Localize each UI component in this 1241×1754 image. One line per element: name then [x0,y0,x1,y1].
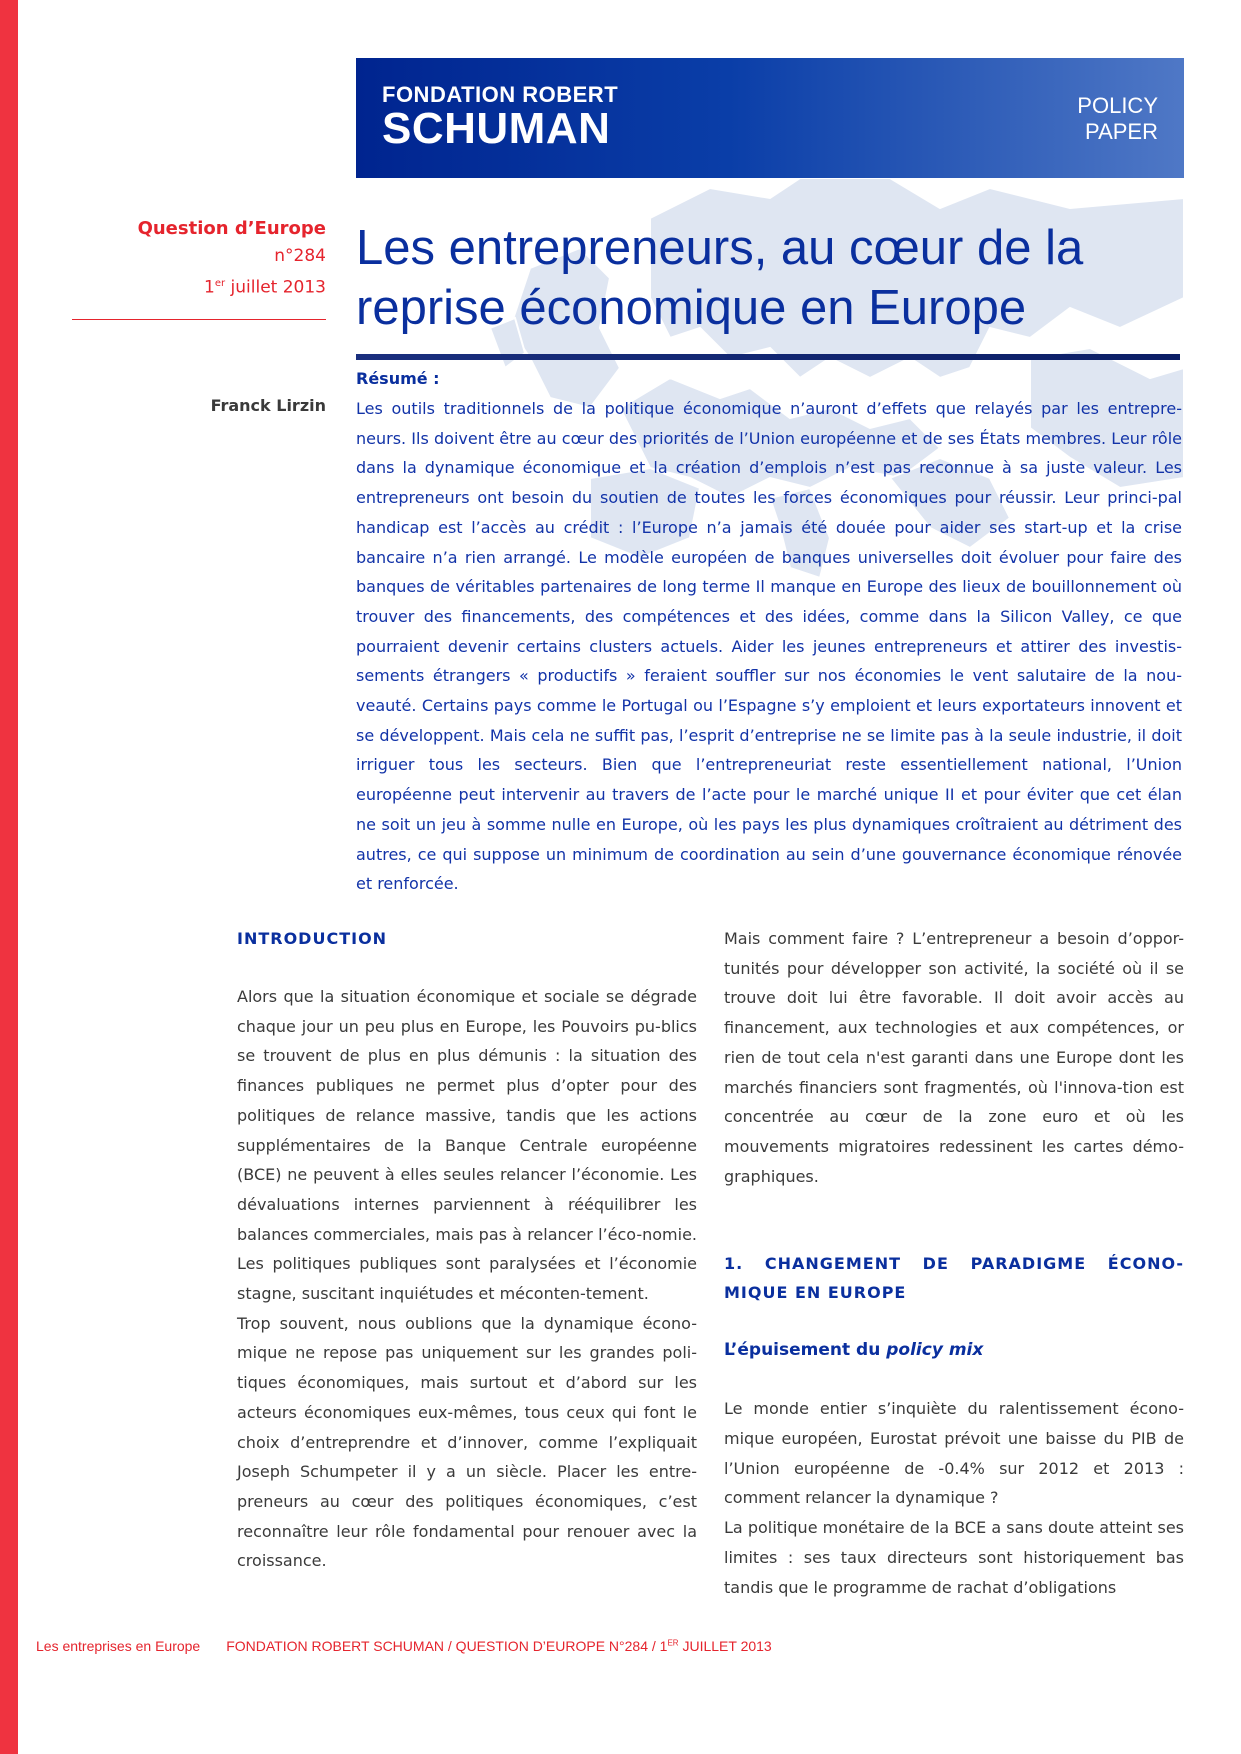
left-accent-bar [0,0,18,1754]
date-day: 1 [204,277,215,298]
left-column [237,924,697,1576]
policy-line-2: PAPER [1085,119,1158,144]
footer-topic: Les entreprises en Europe [36,1638,201,1654]
subsection-heading-italic: policy mix [886,1340,984,1361]
footer-citation-date: JUILLET 2013 [678,1638,772,1654]
page-footer [36,1638,772,1654]
author-name: Franck Lirzin [210,396,326,415]
abstract-label: Résumé : [356,369,440,388]
right-paragraph-2: Le monde entier s’inquiète du ralentissement écono-mique européen, Eurostat prévoit une baisse du PIB de l’Union européenne de -0.4% sur 2012 et 2013 : comment relancer la dynamique ? [724,1399,1184,1508]
date-month-year: juillet 2013 [225,277,326,298]
issue-date [72,270,326,302]
title-underline [356,354,1180,360]
issue-number: n°284 [274,246,326,266]
policy-line-1: POLICY [1077,93,1158,118]
footer-citation-ordinal: ER [667,1638,679,1648]
brand-line-1: FONDATION ROBERT [382,82,619,107]
subsection-heading-text: L’épuisement du [724,1340,887,1361]
brand-logo [382,84,618,151]
right-paragraph-3: La politique monétaire de la BCE a sans doute atteint ses limites : ses taux directeurs sont historiquement bas tandis que le programme de rachat d’obligations [724,1518,1184,1597]
policy-paper-label [1077,93,1158,145]
intro-paragraph-2: Trop souvent, nous oublions que la dynamique écono-mique ne repose pas uniquement sur les grandes poli-tiques économiques, mais surtout et d’abord sur les acteurs économiques eux-mêmes, tous ceux qui font le choix d’entreprendre et d’innover, comme l’expliquait Joseph Schumpeter il y a un siècle. Placer les entre-preneurs au cœur des politiques économiques, c’est reconnaître leur rôle fondamental pour renouer avec la croissance. [237,1313,697,1571]
sidebar-divider [72,319,326,320]
abstract-text: Les outils traditionnels de la politique économique n’auront d’effets que relayés par les entrepre-neurs. Ils doivent être au cœur des priorités de l’Union européenne et de ses États membres. Leur rôle dans la dynamique économique et la création d’emplois n’est pas reconnue à sa juste valeur. Les entrepreneurs ont besoin du soutien de toutes les forces économiques pour réussir. Leur princi-pal handicap est l’accès au crédit : l’Europe n’a jamais été douée pour aider ses start-up et la crise bancaire n’a rien arrangé. Le modèle européen de banques universelles doit évoluer pour faire des banques de véritables partenaires de long terme Il manque en Europe des lieux de bouillonnement où trouver des financements, des compétences et des idées, comme dans la Silicon Valley, ce que pourraient devenir certains clusters actuels. Aider les jeunes entrepreneurs et attirer des investis-sements étrangers « productifs » feraient souffler sur nos économies le vent salutaire de la nou-veauté. Certains pays comme le Portugal ou l’Espagne s’y emploient et leurs exportateurs innovent et se développent. Mais cela ne suffit pas, l’esprit d’entreprise ne se limite pas à la seule industrie, il doit irriguer tous les secteurs. Bien que l’entrepreneuriat reste essentiellement national, l’Union européenne peut intervenir au travers de l’acte pour le marché unique II et pour éviter que cet élan ne soit un jeu à somme nulle en Europe, où les pays les plus dynamiques croîtraient au détriment des autres, ce qui suppose un minimum de coordination au sein d’une gouvernance économique rénovée et renforcée. [356,399,1182,894]
issue-info [72,216,326,302]
series-name: Question d’Europe [137,218,326,239]
header-banner [356,58,1184,178]
intro-paragraph-1: Alors que la situation économique et sociale se dégrade chaque jour un peu plus en Europe, les Pouvoirs pu-blics se trouvent de plus en plus démunis : la situation des finances publiques ne permet plus d’opter pour des politiques de relance massive, tandis que les actions supplémentaires de la Banque Centrale européenne (BCE) ne peuvent à elles seules relancer l’économie. Les dévaluations internes parviennent à rééquilibrer les balances commerciales, mais pas à relancer l’éco-nomie. Les politiques publiques sont paralysées et l’économie stagne, suscitant inquiétudes et méconten-tement. [237,987,697,1304]
footer-citation-text: FONDATION ROBERT SCHUMAN / QUESTION D’EUROPE N°284 / 1 [226,1638,668,1654]
date-ordinal: er [214,278,226,289]
footer-citation [226,1638,772,1654]
right-paragraph-1: Mais comment faire ? L’entrepreneur a besoin d’oppor-tunités pour développer son activité, la société où il se trouve doit lui être favorable. Il doit avoir accès au financement, aux technologies et aux compétences, or rien de tout cela n'est garanti dans une Europe dont les marchés financiers sont fragmentés, où l'innova-tion est concentrée au cœur de la zone euro et où les mouvements migratoires redessinent les cartes démo-graphiques. [724,929,1184,1186]
page-title: Les entrepreneurs, au cœur de la reprise économique en Europe [356,221,1084,335]
introduction-heading: INTRODUCTION [237,929,388,948]
section-1-heading: 1. CHANGEMENT DE PARADIGME ÉCONO-MIQUE EN EUROPE [724,1254,1184,1303]
subsection-heading [724,1336,1184,1365]
right-column [724,924,1184,1602]
brand-line-2: SCHUMAN [382,104,611,153]
